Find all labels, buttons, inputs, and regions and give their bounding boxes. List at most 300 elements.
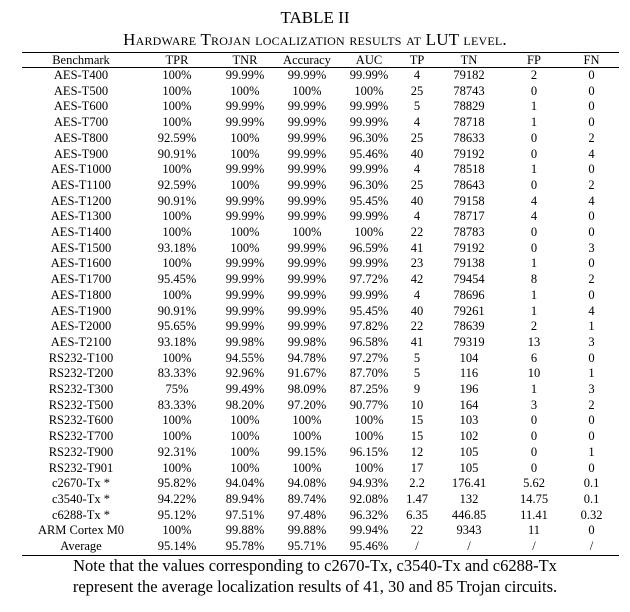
column-header: FP xyxy=(527,53,541,67)
value-cell: 22 xyxy=(410,523,424,538)
value-cell: 94.04% xyxy=(225,476,265,491)
value-cell: 79261 xyxy=(453,303,485,318)
value-cell: 2 xyxy=(530,319,538,334)
value-cell: 0 xyxy=(530,460,538,475)
table-row xyxy=(22,304,619,320)
value-cell: 0 xyxy=(530,413,538,428)
value-cell: 40 xyxy=(410,146,424,161)
value-cell: 83.33% xyxy=(157,366,197,381)
value-cell: 92.96% xyxy=(225,366,265,381)
column-header: Benchmark xyxy=(52,53,110,67)
value-cell: 99.99% xyxy=(225,115,265,130)
table-row xyxy=(22,115,619,131)
value-cell: 0.1 xyxy=(583,476,600,491)
results-table xyxy=(22,52,619,556)
value-cell: 99.99% xyxy=(349,256,389,271)
value-cell: 96.59% xyxy=(349,240,389,255)
value-cell: 78743 xyxy=(453,83,485,98)
value-cell: 99.99% xyxy=(287,209,327,224)
table-row xyxy=(22,382,619,398)
value-cell: 100% xyxy=(354,413,384,428)
value-cell: 79192 xyxy=(453,146,485,161)
value-cell: 1 xyxy=(530,162,538,177)
value-cell: 102 xyxy=(459,429,479,444)
value-cell: 99.99% xyxy=(287,319,327,334)
value-cell: 99.99% xyxy=(349,162,389,177)
value-cell: 116 xyxy=(459,366,479,381)
value-cell: 78639 xyxy=(453,319,485,334)
value-cell: / xyxy=(589,539,594,554)
value-cell: 99.99% xyxy=(349,209,389,224)
value-cell: 8 xyxy=(530,272,538,287)
benchmark-cell: AES-T2000 xyxy=(50,319,112,334)
benchmark-cell: AES-T2100 xyxy=(50,334,112,349)
value-cell: 94.55% xyxy=(225,350,265,365)
value-cell: 100% xyxy=(292,413,322,428)
table-row xyxy=(22,256,619,272)
value-cell: 40 xyxy=(410,193,424,208)
value-cell: 5 xyxy=(413,99,421,114)
value-cell: 0 xyxy=(588,460,595,475)
value-cell: 0 xyxy=(588,162,595,177)
value-cell: 14.75 xyxy=(519,491,549,506)
value-cell: 96.58% xyxy=(349,334,389,349)
value-cell: 0 xyxy=(530,177,538,192)
value-cell: 99.99% xyxy=(287,162,327,177)
value-cell: 0 xyxy=(588,523,595,538)
table-row xyxy=(22,162,619,178)
value-cell: 90.91% xyxy=(157,303,197,318)
benchmark-cell: RS232-T600 xyxy=(48,413,114,428)
value-cell: 90.91% xyxy=(157,146,197,161)
value-cell: 17 xyxy=(410,460,424,475)
value-cell: 15 xyxy=(410,429,424,444)
value-cell: 99.98% xyxy=(225,334,265,349)
table-row xyxy=(22,84,619,100)
value-cell: 99.99% xyxy=(225,162,265,177)
value-cell: 2 xyxy=(530,68,538,82)
value-cell: 40 xyxy=(410,303,424,318)
value-cell: 9 xyxy=(413,382,421,397)
value-cell: 99.99% xyxy=(287,146,327,161)
value-cell: 95.82% xyxy=(157,476,197,491)
value-cell: 95.12% xyxy=(157,507,197,522)
value-cell: 100% xyxy=(162,429,192,444)
value-cell: 78643 xyxy=(453,177,485,192)
benchmark-cell: RS232-T901 xyxy=(48,460,114,475)
value-cell: 99.99% xyxy=(225,193,265,208)
value-cell: 78717 xyxy=(453,209,485,224)
value-cell: 91.67% xyxy=(287,366,327,381)
value-cell: 99.99% xyxy=(225,303,265,318)
value-cell: 12 xyxy=(410,444,424,459)
value-cell: 100% xyxy=(162,68,192,82)
value-cell: 89.74% xyxy=(287,491,327,506)
benchmark-cell: RS232-T900 xyxy=(48,444,114,459)
column-header: TN xyxy=(460,53,478,67)
value-cell: 93.18% xyxy=(157,334,197,349)
table-row xyxy=(22,351,619,367)
value-cell: 0 xyxy=(588,256,595,271)
value-cell: 100% xyxy=(230,177,260,192)
value-cell: 100% xyxy=(162,523,192,538)
value-cell: 99.99% xyxy=(287,193,327,208)
benchmark-cell: AES-T1500 xyxy=(50,240,112,255)
value-cell: 4 xyxy=(588,303,595,318)
value-cell: 6.35 xyxy=(406,507,428,522)
table-row xyxy=(22,99,619,115)
value-cell: 98.09% xyxy=(287,382,327,397)
value-cell: 95.45% xyxy=(349,303,389,318)
value-cell: 100% xyxy=(230,83,260,98)
value-cell: 446.85 xyxy=(451,507,487,522)
value-cell: 99.99% xyxy=(287,272,327,287)
value-cell: 95.14% xyxy=(157,539,197,554)
benchmark-cell: AES-T900 xyxy=(53,146,109,161)
value-cell: 99.99% xyxy=(349,99,389,114)
table-note xyxy=(0,555,630,597)
value-cell: 6 xyxy=(530,350,538,365)
table-header xyxy=(22,53,619,68)
value-cell: 100% xyxy=(162,287,192,302)
value-cell: 78718 xyxy=(453,115,485,130)
value-cell: 94.78% xyxy=(287,350,327,365)
value-cell: 100% xyxy=(162,83,192,98)
value-cell: 95.46% xyxy=(349,539,389,554)
benchmark-cell: AES-T500 xyxy=(53,83,109,98)
benchmark-cell: AES-T1400 xyxy=(50,225,112,240)
value-cell: 25 xyxy=(410,83,424,98)
value-cell: 1 xyxy=(530,256,538,271)
value-cell: 1.47 xyxy=(406,491,428,506)
value-cell: 0 xyxy=(588,68,595,82)
table-row xyxy=(22,68,619,84)
benchmark-cell: RS232-T300 xyxy=(48,382,114,397)
value-cell: / xyxy=(467,539,471,554)
value-cell: 96.30% xyxy=(349,177,389,192)
benchmark-cell: c2670-Tx * xyxy=(52,476,110,491)
benchmark-cell: RS232-T100 xyxy=(48,350,114,365)
value-cell: 99.99% xyxy=(349,68,389,82)
benchmark-cell: AES-T700 xyxy=(53,115,109,130)
benchmark-cell: AES-T1100 xyxy=(51,177,111,192)
value-cell: 78783 xyxy=(453,225,485,240)
value-cell: 99.98% xyxy=(287,334,327,349)
value-cell: 132 xyxy=(459,491,479,506)
value-cell: 5.62 xyxy=(523,476,545,491)
value-cell: 95.78% xyxy=(225,539,265,554)
column-header: Accuracy xyxy=(283,53,331,67)
value-cell: 100% xyxy=(230,460,260,475)
table-row xyxy=(22,523,619,539)
benchmark-cell: c3540-Tx * xyxy=(52,491,110,506)
table-row xyxy=(22,508,619,524)
value-cell: 4 xyxy=(588,146,595,161)
value-cell: 99.99% xyxy=(225,68,265,82)
value-cell: 93.18% xyxy=(157,240,197,255)
value-cell: 99.99% xyxy=(287,303,327,318)
value-cell: 196 xyxy=(459,382,479,397)
value-cell: 100% xyxy=(230,240,260,255)
value-cell: 103 xyxy=(459,413,479,428)
value-cell: 9343 xyxy=(456,523,482,538)
value-cell: 95.45% xyxy=(349,193,389,208)
value-cell: 78696 xyxy=(453,287,485,302)
value-cell: 0 xyxy=(530,83,538,98)
value-cell: 99.99% xyxy=(287,256,327,271)
value-cell: 99.99% xyxy=(349,115,389,130)
value-cell: 99.99% xyxy=(225,209,265,224)
value-cell: 4 xyxy=(413,68,421,82)
value-cell: 3 xyxy=(588,240,595,255)
value-cell: 5 xyxy=(413,366,421,381)
value-cell: 100% xyxy=(354,460,384,475)
value-cell: 83.33% xyxy=(157,397,197,412)
value-cell: 75% xyxy=(165,382,189,397)
value-cell: 0 xyxy=(530,429,538,444)
table-row xyxy=(22,461,619,477)
value-cell: 2 xyxy=(588,397,595,412)
value-cell: 0 xyxy=(530,444,538,459)
value-cell: 15 xyxy=(410,413,424,428)
value-cell: 99.15% xyxy=(287,444,327,459)
value-cell: 99.99% xyxy=(225,319,265,334)
value-cell: 100% xyxy=(162,350,192,365)
value-cell: 100% xyxy=(162,209,192,224)
table-row xyxy=(22,147,619,163)
value-cell: 25 xyxy=(410,130,424,145)
benchmark-cell: RS232-T700 xyxy=(48,429,114,444)
table-row xyxy=(22,492,619,508)
value-cell: 100% xyxy=(162,99,192,114)
note-line-2: represent the average localization results of 41, 30 and 85 Trojan circuits. xyxy=(72,577,558,596)
value-cell: 89.94% xyxy=(225,491,265,506)
value-cell: 11.41 xyxy=(520,507,548,522)
value-cell: 95.46% xyxy=(349,146,389,161)
value-cell: 4 xyxy=(413,115,421,130)
value-cell: 79454 xyxy=(453,272,485,287)
value-cell: 164 xyxy=(459,397,479,412)
value-cell: 4 xyxy=(413,209,421,224)
value-cell: 1 xyxy=(588,444,595,459)
value-cell: 98.20% xyxy=(225,397,265,412)
value-cell: 100% xyxy=(162,413,192,428)
value-cell: / xyxy=(415,539,419,554)
table-row xyxy=(22,366,619,382)
header-row xyxy=(22,53,619,68)
value-cell: 0 xyxy=(588,115,595,130)
value-cell: 4 xyxy=(530,193,538,208)
value-cell: 92.59% xyxy=(157,130,197,145)
benchmark-cell: AES-T1000 xyxy=(50,162,112,177)
value-cell: 22 xyxy=(410,225,424,240)
value-cell: 97.20% xyxy=(287,397,327,412)
column-header: TPR xyxy=(165,53,189,67)
value-cell: 100% xyxy=(162,225,192,240)
value-cell: 90.91% xyxy=(157,193,197,208)
value-cell: 3 xyxy=(588,334,595,349)
value-cell: 87.70% xyxy=(349,366,389,381)
value-cell: 100% xyxy=(162,162,192,177)
value-cell: 4 xyxy=(530,209,538,224)
value-cell: 1 xyxy=(530,382,538,397)
table-row xyxy=(22,413,619,429)
value-cell: 0 xyxy=(588,429,595,444)
value-cell: 100% xyxy=(354,429,384,444)
value-cell: 176.41 xyxy=(451,476,487,491)
value-cell: 100% xyxy=(354,225,384,240)
value-cell: 99.49% xyxy=(225,382,265,397)
value-cell: 97.48% xyxy=(287,507,327,522)
value-cell: 79182 xyxy=(453,68,485,82)
value-cell: 1 xyxy=(530,115,538,130)
value-cell: 25 xyxy=(410,177,424,192)
value-cell: 79158 xyxy=(453,193,485,208)
value-cell: 105 xyxy=(459,444,479,459)
benchmark-cell: RS232-T500 xyxy=(48,397,114,412)
value-cell: 100% xyxy=(230,146,260,161)
value-cell: 99.99% xyxy=(225,256,265,271)
value-cell: 97.51% xyxy=(225,507,265,522)
table-row xyxy=(22,178,619,194)
table-row xyxy=(22,194,619,210)
table-row xyxy=(22,398,619,414)
value-cell: 4 xyxy=(413,287,421,302)
value-cell: 99.99% xyxy=(287,240,327,255)
value-cell: 4 xyxy=(413,162,421,177)
value-cell: 4 xyxy=(588,193,595,208)
benchmark-cell: AES-T1800 xyxy=(50,287,112,302)
value-cell: 100% xyxy=(230,130,260,145)
column-header: AUC xyxy=(355,53,383,67)
value-cell: 0 xyxy=(588,225,595,240)
value-cell: 1 xyxy=(588,366,595,381)
benchmark-cell: c6288-Tx * xyxy=(52,507,110,522)
table-title: Hardware Trojan localization results at LUT level. xyxy=(123,30,507,49)
value-cell: 95.71% xyxy=(287,539,327,554)
value-cell: 3 xyxy=(588,382,595,397)
value-cell: 2 xyxy=(588,177,595,192)
value-cell: 79192 xyxy=(453,240,485,255)
benchmark-cell: Average xyxy=(60,539,102,554)
value-cell: 23 xyxy=(410,256,424,271)
value-cell: 0 xyxy=(588,287,595,302)
value-cell: 41 xyxy=(410,334,424,349)
benchmark-cell: AES-T1600 xyxy=(50,256,112,271)
value-cell: 100% xyxy=(230,429,260,444)
value-cell: 99.99% xyxy=(225,272,265,287)
value-cell: 11 xyxy=(527,523,541,538)
table-row xyxy=(22,335,619,351)
value-cell: 1 xyxy=(530,287,538,302)
value-cell: 92.08% xyxy=(349,491,389,506)
value-cell: 2.2 xyxy=(409,476,425,491)
value-cell: 99.88% xyxy=(287,523,327,538)
value-cell: 97.27% xyxy=(349,350,389,365)
value-cell: 0 xyxy=(530,225,538,240)
value-cell: 2 xyxy=(588,272,595,287)
value-cell: 0 xyxy=(588,413,595,428)
table-row xyxy=(22,445,619,461)
table-row xyxy=(22,225,619,241)
value-cell: 0 xyxy=(588,350,595,365)
value-cell: 94.22% xyxy=(157,491,197,506)
value-cell: 96.30% xyxy=(349,130,389,145)
value-cell: 0 xyxy=(588,99,595,114)
value-cell: 99.88% xyxy=(225,523,265,538)
value-cell: 100% xyxy=(162,115,192,130)
note-line-1: Note that the values corresponding to c2670-Tx, c3540-Tx and c6288-Tx xyxy=(73,556,557,575)
value-cell: 13 xyxy=(527,334,541,349)
table-row xyxy=(22,539,619,555)
table-label: TABLE II xyxy=(280,8,350,27)
value-cell: / xyxy=(532,539,536,554)
value-cell: 99.94% xyxy=(349,523,389,538)
value-cell: 42 xyxy=(410,272,424,287)
benchmark-cell: AES-T1700 xyxy=(50,272,112,287)
value-cell: 0 xyxy=(530,240,538,255)
value-cell: 99.99% xyxy=(287,99,327,114)
benchmark-cell: ARM Cortex M0 xyxy=(37,523,125,538)
benchmark-cell: RS232-T200 xyxy=(48,366,114,381)
value-cell: 100% xyxy=(292,460,322,475)
value-cell: 100% xyxy=(162,256,192,271)
value-cell: 2 xyxy=(588,130,595,145)
value-cell: 94.08% xyxy=(287,476,327,491)
benchmark-cell: AES-T400 xyxy=(53,68,109,82)
value-cell: 87.25% xyxy=(349,382,389,397)
value-cell: 99.99% xyxy=(287,130,327,145)
benchmark-cell: AES-T1300 xyxy=(50,209,112,224)
benchmark-cell: AES-T1200 xyxy=(50,193,112,208)
value-cell: 99.99% xyxy=(287,287,327,302)
value-cell: 0 xyxy=(588,209,595,224)
value-cell: 1 xyxy=(588,319,595,334)
value-cell: 99.99% xyxy=(225,287,265,302)
value-cell: 41 xyxy=(410,240,424,255)
column-header: TP xyxy=(409,53,425,67)
value-cell: 100% xyxy=(292,429,322,444)
value-cell: 79319 xyxy=(453,334,485,349)
value-cell: 99.99% xyxy=(349,287,389,302)
value-cell: 94.93% xyxy=(349,476,389,491)
value-cell: 79138 xyxy=(453,256,485,271)
value-cell: 0 xyxy=(530,146,538,161)
value-cell: 96.32% xyxy=(349,507,389,522)
value-cell: 100% xyxy=(162,460,192,475)
value-cell: 1 xyxy=(530,303,538,318)
value-cell: 0 xyxy=(530,130,538,145)
value-cell: 97.82% xyxy=(349,319,389,334)
value-cell: 96.15% xyxy=(349,444,389,459)
table-row xyxy=(22,241,619,257)
value-cell: 95.65% xyxy=(157,319,197,334)
value-cell: 90.77% xyxy=(349,397,389,412)
value-cell: 78633 xyxy=(453,130,485,145)
benchmark-cell: AES-T600 xyxy=(53,99,109,114)
value-cell: 100% xyxy=(292,225,322,240)
value-cell: 10 xyxy=(527,366,541,381)
value-cell: 0.1 xyxy=(583,491,600,506)
value-cell: 100% xyxy=(354,83,384,98)
value-cell: 0.32 xyxy=(580,507,603,522)
value-cell: 99.99% xyxy=(287,115,327,130)
value-cell: 92.31% xyxy=(157,444,197,459)
value-cell: 99.99% xyxy=(287,68,327,82)
value-cell: 100% xyxy=(230,225,260,240)
value-cell: 78829 xyxy=(453,99,485,114)
column-header: TNR xyxy=(232,53,258,67)
